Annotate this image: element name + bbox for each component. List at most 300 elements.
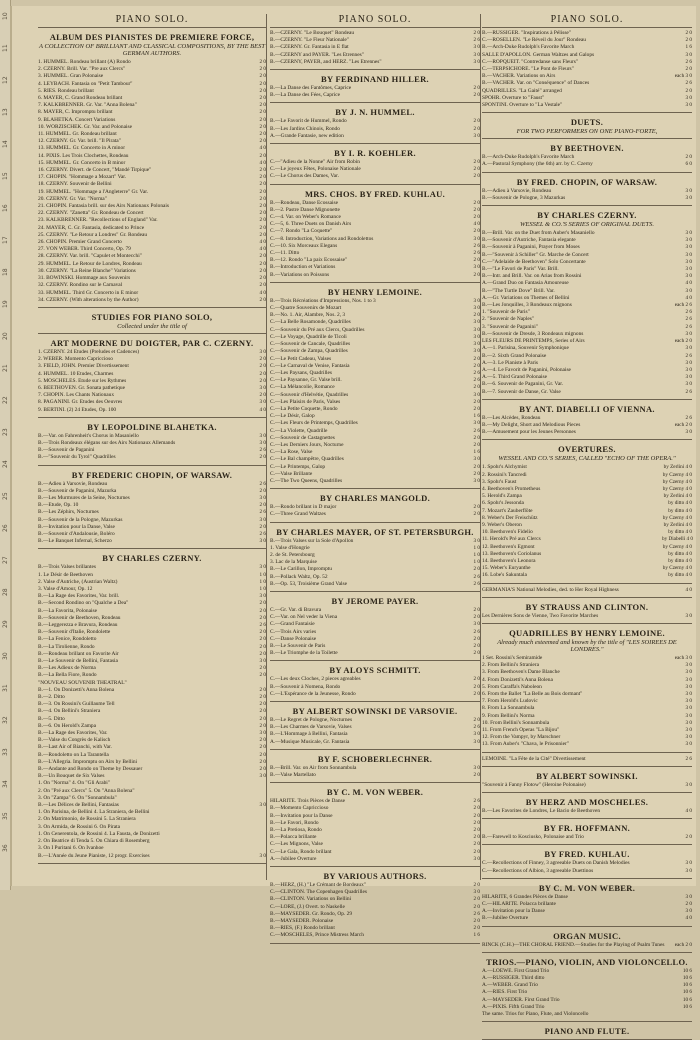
entry-title: Les Dernières Sons de Vienne, Two Favorite Marches — [482, 612, 599, 619]
entry-price: 3 0 — [685, 102, 692, 109]
entry-title: B.—Rondeau brillant on Favorite Air — [38, 650, 119, 657]
entry-title: 7. From Herold's Ludovic — [482, 698, 538, 705]
entry-price: 2 6 — [685, 316, 692, 323]
catalogue-entry — [38, 636, 266, 643]
entry-title: B.—7. Souvenir de Danse, Gr. Valse — [482, 388, 561, 395]
entry-price: 10 6 — [682, 967, 692, 974]
catalogue-entry — [482, 44, 692, 51]
entry-title: 9. BLAHETKA. Concert Variations — [38, 116, 116, 123]
section-title: BY FRED. KUHLAU. — [544, 849, 630, 860]
entry-price: by ditto 4 0 — [668, 557, 692, 564]
entry-title: A.—Grande Fantasie, new edition — [270, 132, 344, 139]
section-title: BY HENRY LEMOINE. — [327, 286, 423, 297]
entry-price: 3 0 — [685, 698, 692, 705]
entry-price: 1 0 — [473, 551, 480, 558]
catalogue-entry — [38, 795, 266, 802]
entry-price: 10 6 — [682, 989, 692, 996]
catalogue-entry — [482, 95, 692, 102]
entry-title: C.—Var. on Nel veder la Viena — [270, 614, 338, 621]
entry-title: B.—Les Charmes de Varsovie, Valses — [270, 724, 352, 731]
entry-price: 10 6 — [682, 975, 692, 982]
section-rule — [270, 943, 480, 944]
catalogue-entry — [482, 244, 692, 251]
section-subtitle: Already much esteemed and known by the title of "LES SOIREES DE LONDRES." — [497, 638, 677, 653]
entry-price: 2 6 — [473, 628, 480, 635]
entry-price: 2 0 — [259, 210, 266, 217]
entry-title: A.—RIES. First Trio — [482, 989, 528, 996]
entry-price: 3 0 — [259, 494, 266, 501]
entry-price: 2 0 — [473, 504, 480, 511]
entry-price: 2 0 — [473, 812, 480, 819]
entry-price: 1 0 — [259, 578, 266, 585]
catalogue-entry — [38, 658, 266, 665]
catalogue-entry — [482, 324, 692, 331]
entry-price: 2 6 — [473, 910, 480, 917]
catalogue-entry — [270, 363, 480, 370]
entry-price: 2 0 — [259, 737, 266, 744]
catalogue-entry — [482, 374, 692, 381]
catalogue-entry — [38, 701, 266, 708]
catalogue-entry — [38, 644, 266, 651]
ruler-mark: 31 — [2, 684, 9, 692]
entry-price: 2 6 — [473, 573, 480, 580]
catalogue-entry — [270, 207, 480, 214]
catalogue-entry — [38, 744, 266, 751]
entry-title: B.—No. 1. Air, Alambre, Nos. 2, 3 — [270, 312, 346, 319]
entry-price: by ditto 4 0 — [668, 572, 692, 579]
catalogue-entry — [38, 356, 266, 363]
section-title: BY CHARLES MANGOLD. — [320, 493, 430, 504]
catalogue-entry — [38, 392, 266, 399]
catalogue-entry — [38, 203, 266, 210]
entry-title: B.—CZERNY. "Le Fleur Nationale" — [270, 37, 350, 44]
catalogue-entry — [38, 780, 266, 787]
catalogue-entry — [482, 273, 692, 280]
ruler-mark: 27 — [2, 556, 9, 564]
entry-title: C.—10. Six Morceaux Elegans — [270, 242, 338, 249]
entry-price: 2 0 — [259, 643, 266, 650]
entry-price — [236, 824, 266, 831]
entry-title: 1. Spohr's Alchymist — [482, 464, 527, 471]
catalogue-entry — [482, 345, 692, 352]
entry-price: 3 0 — [473, 477, 480, 484]
entry-title: 6. BEETHOVEN. Gr. Sonata pathetique — [38, 384, 125, 391]
entry-title: LEMOINE. "La Fête de la Cité" Divertissement — [482, 755, 586, 762]
catalogue-entry — [482, 37, 692, 44]
entry-title: 12. CZERNY. Gr. Var. brill. "Il Pirata" — [38, 138, 121, 145]
entry-price: 2 0 — [473, 214, 480, 221]
section-title: BY J. N. HUMMEL. — [335, 107, 415, 118]
entry-title: B.—12. Rondo "La paix Ecossaise" — [270, 257, 348, 264]
catalogue-entry — [270, 827, 480, 834]
catalogue-entry — [38, 297, 266, 304]
catalogue-entry — [38, 95, 266, 102]
entry-price: 3 0 — [685, 741, 692, 748]
entry-price: 2 0 — [473, 772, 480, 779]
entry-price: 2 6 — [685, 58, 692, 65]
entry-price: 3 0 — [685, 374, 692, 381]
entry-title: B.—Les Zéphirs, Nocturnes — [38, 509, 99, 516]
entry-title: 9. Weber's Oberon — [482, 521, 522, 528]
entry-price: 2 6 — [259, 447, 266, 454]
entry-price: 3 0 — [259, 538, 266, 545]
catalogue-entry — [270, 621, 480, 628]
entry-price: by Czerny 4 0 — [662, 485, 692, 492]
entry-title: 26. CHOPIN. Premier Grand Concerto — [38, 239, 122, 246]
section-title: TRIOS.—PIANO, VIOLIN, AND VIOLONCELLO. — [486, 956, 688, 967]
entry-title: 12. Beethoven's Egmont — [482, 543, 535, 550]
entry-title: 13. From Auber's "Chava, le Prisonnier" — [482, 741, 569, 748]
catalogue-entry — [482, 80, 692, 87]
entry-price: 2 0 — [259, 744, 266, 751]
entry-price: 2 6 — [259, 480, 266, 487]
catalogue-entry — [482, 901, 692, 908]
entry-title: 3. From Beethoven's Dame Blanche — [482, 669, 560, 676]
entry-title: B.—2. Ditto — [38, 694, 65, 701]
catalogue-entry — [38, 239, 266, 246]
entry-price: 3 0 — [259, 802, 266, 809]
entry-title: B.—Les Jonquilles, 3 Rondeaux mignons — [482, 302, 572, 309]
catalogue-entry — [38, 802, 266, 809]
entry-title: 8. Weber's Der Freischütz — [482, 514, 538, 521]
catalogue-entry — [482, 259, 692, 266]
catalogue-entry — [270, 581, 480, 588]
catalogue-entry — [482, 59, 692, 66]
entry-title: B.—Souvenir de Beethoven, Rondeau — [38, 614, 121, 621]
entry-title: 10. From Bellini's Sonnambula — [482, 719, 550, 726]
entry-price: 2 0 — [259, 116, 266, 123]
entry-price: 10 6 — [682, 1003, 692, 1010]
section-rule — [270, 660, 480, 661]
entry-price: 3 0 — [685, 612, 692, 619]
catalogue-entry — [270, 133, 480, 140]
entry-price: 2 0 — [259, 487, 266, 494]
entry-title: B.—RIES, (F.) Rondo brillant — [270, 925, 335, 932]
entry-title: B.—VACHER. Var. on "Conséquence" of Dances — [482, 80, 590, 87]
entry-price: 4 0 — [259, 145, 266, 152]
catalogue-entry — [38, 845, 266, 852]
entry-title: B.—Trois Valses brillantes — [38, 564, 96, 571]
entry-price: 2 0 — [259, 87, 266, 94]
ruler-mark: 13 — [2, 108, 9, 116]
entry-price: 2 0 — [259, 370, 266, 377]
entry-price: 2 0 — [259, 59, 266, 65]
section-rule — [482, 878, 692, 879]
catalogue-entry — [38, 88, 266, 95]
entry-price: 2 0 — [473, 118, 480, 125]
entry-price: 2 0 — [685, 901, 692, 908]
entry-title: C.—La Petite Coquette, Rondo — [270, 405, 338, 412]
section-rule — [482, 399, 692, 400]
entry-title: C.—ROSELLEN. "Le Réveil du Jour" Rondeau — [482, 37, 586, 44]
entry-price: 2 0 — [259, 296, 266, 303]
catalogue-entry — [270, 334, 480, 341]
catalogue-entry — [270, 413, 480, 420]
entry-title: B.—La Rage des Favorites, Var. brill. — [38, 593, 120, 600]
entry-price: 2 0 — [685, 37, 692, 44]
entry-title: 3. Lac de la Marquise — [270, 559, 317, 566]
entry-price: 2 0 — [473, 199, 480, 206]
entry-title: RINCK (C.H.)—THE CHORAL FRIEND.—Studies for the Playing of Psalm Tunes — [482, 941, 665, 948]
section-rule — [270, 591, 480, 592]
entry-price — [236, 680, 266, 687]
entry-title: 7. CHOPIN. Les Chants Nationaux — [38, 392, 115, 399]
catalogue-entry — [482, 720, 692, 727]
entry-title: B.—L'Allegria. Impromptu on Airs by Bellini — [38, 758, 138, 765]
catalogue-entry — [38, 268, 266, 275]
entry-price: 2 0 — [259, 66, 266, 73]
entry-price: 3 0 — [473, 855, 480, 862]
catalogue-entry — [270, 305, 480, 312]
entry-price: 2 0 — [473, 827, 480, 834]
entry-title: C.—Souvenir d'Helvétie, Quadrilles — [270, 391, 349, 398]
entry-price: 2 6 — [473, 798, 480, 805]
section-title: STUDIES FOR PIANO SOLO, — [91, 311, 213, 322]
entry-price: 2 0 — [473, 834, 480, 841]
entry-title: 2. "Souvenir de Naples" — [482, 316, 535, 323]
entry-price: 3 0 — [685, 94, 692, 101]
entry-title: B.—Souvenir à Nomena, Rondo — [270, 683, 341, 690]
entry-title: C.—La Belle Rosamonde, Quadrilles — [270, 319, 351, 326]
catalogue-entry — [38, 509, 266, 516]
entry-price — [236, 788, 266, 795]
catalogue-entry — [38, 282, 266, 289]
catalogue-entry — [482, 367, 692, 374]
entry-title: 12. From the Vampyr, by Marschner — [482, 734, 561, 741]
ruler-mark: 19 — [2, 300, 9, 308]
entry-title: "Souvenir à Fanny Flotow" (Heroine Polonaise) — [482, 781, 586, 788]
catalogue-entry — [482, 558, 692, 565]
section-title: BY C. M. VON WEBER. — [326, 787, 424, 798]
entry-title: C.—Grand Fantaisie — [270, 621, 315, 628]
ruler-mark: 26 — [2, 524, 9, 532]
entry-price: 3 0 — [259, 439, 266, 446]
catalogue-entry — [270, 420, 480, 427]
entry-price: 1 0 — [259, 571, 266, 578]
section-rule — [38, 307, 266, 308]
catalogue-entry — [270, 319, 480, 326]
entry-title: B.—Trois Rondeaux élégans sur des Airs Nationaux Allemands — [38, 439, 176, 446]
section-title: BY F. SCHOBERLECHNER. — [317, 753, 433, 764]
catalogue-entry — [38, 495, 266, 502]
entry-title: 11. HUMMEL. Gr. Rondeau brillant — [38, 131, 117, 138]
entry-price: 2 0 — [259, 224, 266, 231]
entry-price: 3 0 — [685, 251, 692, 258]
catalogue-entry — [38, 378, 266, 385]
entry-price: 2 0 — [259, 607, 266, 614]
catalogue-entry — [38, 124, 266, 131]
catalogue-entry — [270, 691, 480, 698]
catalogue-entry — [38, 708, 266, 715]
entry-title: 16. Lobe's Sakuntala — [482, 572, 527, 579]
catalogue-entry — [38, 275, 266, 282]
entry-title: 10. WORZISCHEK. Gr. Var. and Polonaise — [38, 123, 132, 130]
entry-title: B.—Pollack Waltz, Op. 52 — [270, 573, 328, 580]
section-title: OVERTURES. — [558, 444, 616, 455]
section-title: BY C. M. VON WEBER. — [538, 882, 636, 893]
entry-price — [662, 1011, 692, 1018]
entry-price: 3 0 — [685, 287, 692, 294]
entry-price: 2 0 — [259, 722, 266, 729]
entry-title: 27. VON WEBER. Third Concerto, Op. 79 — [38, 246, 131, 253]
catalogue-entry — [482, 677, 692, 684]
catalogue-entry — [270, 925, 480, 932]
section-title: DUETS. — [570, 117, 604, 128]
catalogue-entry — [38, 196, 266, 203]
catalogue-entry — [270, 327, 480, 334]
entry-price: each 3 0 — [674, 73, 692, 80]
entry-title: B.—Les Adieux de Norma — [38, 665, 96, 672]
entry-price: 3 0 — [685, 908, 692, 915]
catalogue-entry — [270, 243, 480, 250]
entry-title: B.—"Le Favori de Paris" Var. Brill. — [482, 266, 559, 273]
entry-title: 11. Herold's Pré aux Clercs — [482, 536, 541, 543]
entry-price: 3 0 — [473, 456, 480, 463]
entry-title: B.—Brill. Var. on Air from Sonnambula — [270, 764, 357, 771]
entry-title: HILARITE. Trois Pièces de Danse — [270, 798, 346, 805]
entry-title: C.—Les Plaisirs de Paris, Valses — [270, 398, 341, 405]
entry-price: 3 0 — [473, 889, 480, 896]
entry-price: 2 0 — [685, 154, 692, 161]
entry-price: 3 0 — [685, 359, 692, 366]
entry-title: B.—MAYSEDER. Polonaise — [270, 918, 334, 925]
section-rule — [270, 69, 480, 70]
entry-title: C.—Quatre Souvenirs de Mozart — [270, 305, 342, 312]
catalogue-entry — [482, 982, 692, 989]
entry-price: 3 0 — [685, 781, 692, 788]
entry-price: 2 0 — [259, 629, 266, 636]
column-header: PIANO SOLO. — [38, 14, 266, 28]
entry-price: 2 0 — [473, 125, 480, 132]
catalogue-entry — [482, 1004, 692, 1011]
entry-price: each 2 0 — [674, 941, 692, 948]
catalogue-entry — [270, 406, 480, 413]
entry-title: 6. MAYER, C. Grand Rondeau brillant — [38, 95, 123, 102]
section-rule — [270, 749, 480, 750]
entry-title: 13. HUMMEL. Gr. Concerto in A minor — [38, 145, 125, 152]
entry-price: 2 0 — [473, 173, 480, 180]
section-title: QUADRILLES BY HENRY LEMOINE. — [509, 627, 665, 638]
entry-title: C.—The Two Queens, Quadrilles — [270, 477, 343, 484]
catalogue-entry — [482, 1011, 692, 1018]
entry-title: 8. From La Sonnambula — [482, 705, 535, 712]
entry-title: A.—1. Parisina, Souvenir Symphonique — [482, 345, 569, 352]
section-rule — [270, 184, 480, 185]
entry-price: 2 0 — [259, 217, 266, 224]
entry-price: 3 0 — [685, 366, 692, 373]
entry-title: C.—LORE, (J.) Overt. to Naskelle — [270, 903, 345, 910]
entry-title: 1. CZERNY. 24 Etudes (Preludes et Cadences) — [38, 348, 140, 355]
entry-title: B.—Etude, Op. 10 — [38, 502, 79, 509]
entry-price: 3 0 — [473, 621, 480, 628]
entry-price: 3 0 — [473, 537, 480, 544]
entry-title: 2. On "Pré aux Clercs" 5. On "Anna Bolena" — [38, 787, 135, 794]
entry-price: by ditto 4 0 — [668, 529, 692, 536]
catalogue-entry — [270, 59, 480, 66]
catalogue-entry — [482, 587, 692, 594]
entry-title: B.—Trois Valses sur la Sole d'Apollon — [270, 537, 354, 544]
entry-title: B.—1. On Donizetti's Anna Bolena — [38, 686, 115, 693]
catalogue-entry — [482, 479, 692, 486]
entry-price: 3 0 — [259, 852, 266, 859]
catalogue-entry — [38, 488, 266, 495]
catalogue-entry — [270, 166, 480, 173]
catalogue-entry — [482, 536, 692, 543]
entry-title: B.—La Danse des Fées, Caprice — [270, 92, 341, 99]
entry-title: 1. On Cenerentola, de Rossini 4. La Fausta, de Donizetti — [38, 830, 160, 837]
entry-price: 3 0 — [685, 237, 692, 244]
entry-title: B.—La Pretiosa, Rondo — [270, 827, 322, 834]
entry-title: 15. HUMMEL. Gr. Concerto in B minor — [38, 159, 126, 166]
entry-price: 2 0 — [685, 66, 692, 73]
entry-price: 2 0 — [259, 181, 266, 188]
entry-title: A.—Musique Musicale, Gr. Fantasia — [270, 738, 350, 745]
entry-price: 2 0 — [473, 848, 480, 855]
entry-price: 2 0 — [473, 312, 480, 319]
entry-price: 3 0 — [685, 719, 692, 726]
entry-price: 2 0 — [473, 398, 480, 405]
ruler-mark: 36 — [2, 844, 9, 852]
entry-price: 2 0 — [259, 95, 266, 102]
entry-title: 17. CHOPIN. "Hommage a Mozart" Var. — [38, 174, 127, 181]
catalogue-entry — [270, 856, 480, 863]
entry-title: C.—"Adieu de la Nonne" Air from Robin — [270, 159, 360, 166]
entry-price: 2 6 — [259, 530, 266, 537]
entry-price: 3 0 — [259, 730, 266, 737]
entry-price: 1 0 — [259, 585, 266, 592]
catalogue-entry — [482, 834, 692, 841]
entry-title: B.—Valse Martellato — [270, 772, 316, 779]
entry-price: 3 0 — [473, 341, 480, 348]
catalogue-entry — [38, 117, 266, 124]
entry-price: 2 0 — [259, 701, 266, 708]
entry-price: 3 0 — [473, 764, 480, 771]
entry-price: 3 0 — [259, 384, 266, 391]
catalogue-entry — [482, 705, 692, 712]
entry-price: each 2 0 — [674, 338, 692, 345]
ruler-mark: 21 — [2, 364, 9, 372]
catalogue-entry — [38, 680, 266, 687]
entry-price: 2 0 — [259, 102, 266, 109]
entry-title: B.—Souvenir à Paganini, Prayer from Moses — [482, 244, 580, 251]
catalogue-entry — [482, 422, 692, 429]
catalogue-entry — [38, 730, 266, 737]
entry-title: 3. HUMMEL. Gran Polonaise — [38, 73, 104, 80]
catalogue-entry — [38, 593, 266, 600]
catalogue-entry — [38, 109, 266, 116]
entry-title: C.—"Adelaide de Beethoven" Solo Concertante — [482, 258, 586, 265]
entry-title: 2. On Matrimonio, de Rossini 5. La Straniera — [38, 816, 136, 823]
entry-price: by ditto 4 0 — [668, 507, 692, 514]
entry-price: 2 0 — [473, 470, 480, 477]
entry-title: C.—La Mélancolie, Romance — [270, 384, 335, 391]
entry-title: B.—Souvenir de Pologne, 3 Mazurkas — [482, 194, 566, 201]
entry-title: 2. Valse d'Autriche, (Austrian Waltz) — [38, 578, 118, 585]
catalogue-entry — [482, 52, 692, 59]
catalogue-entry — [270, 257, 480, 264]
catalogue-entry — [38, 816, 266, 823]
entry-title: B.—Le Souvenir de Bellini, Fantasia — [38, 658, 118, 665]
entry-price: 2 0 — [259, 614, 266, 621]
section-rule — [482, 844, 692, 845]
entry-title: 25. CZERNY. "Le Retour a Londres" Gr. Rondeau — [38, 231, 148, 238]
entry-title: B.—MAYSEDER. Gr. Rondo, Op. 29 — [270, 910, 353, 917]
entry-title: A.—Jubilee Overture — [270, 855, 317, 862]
entry-price: 3 0 — [473, 235, 480, 242]
entry-title: B.—VACHER. Variations on Airs — [482, 73, 556, 80]
entry-price: by Czerny 4 0 — [662, 478, 692, 485]
entry-title: B.—Andante and Rondo on Theme by Dessauer — [38, 766, 143, 773]
